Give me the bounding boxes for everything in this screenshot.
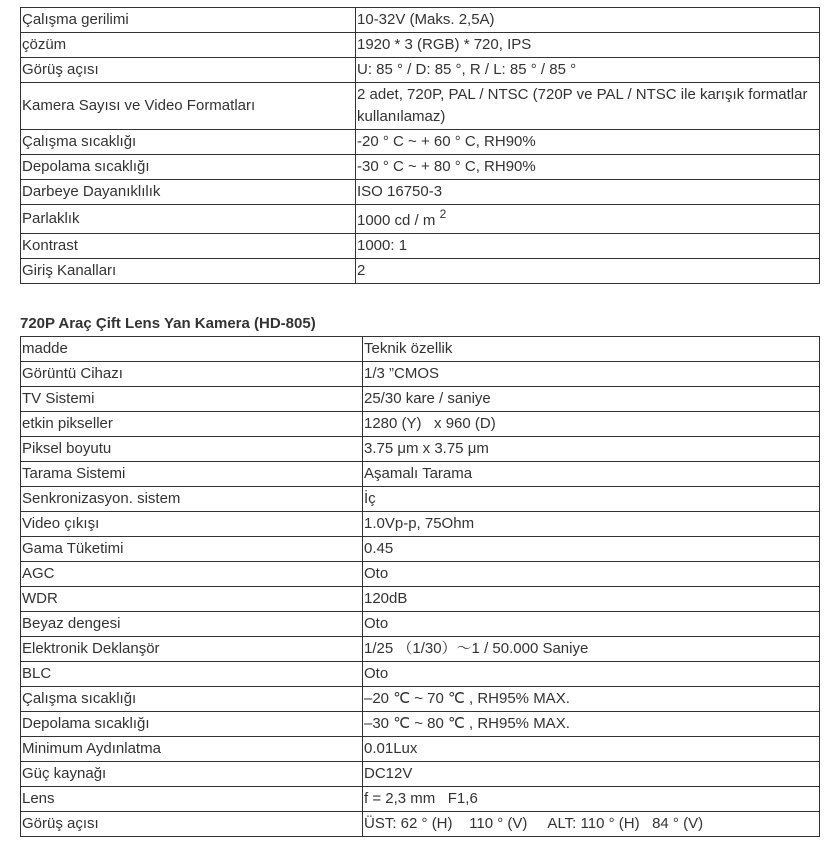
spec-table-1 xyxy=(20,7,820,284)
spec-label: Tarama Sistemi xyxy=(21,462,363,487)
spec-label: Görüş açısı xyxy=(21,812,363,837)
table-row xyxy=(21,8,820,33)
spec-value: 0.01Lux xyxy=(363,737,820,762)
spec-value: 2 xyxy=(356,259,820,284)
table-row xyxy=(21,737,820,762)
table-row xyxy=(21,180,820,205)
table-header-row xyxy=(21,337,820,362)
table-row xyxy=(21,33,820,58)
spec-label: Minimum Aydınlatma xyxy=(21,737,363,762)
table-row xyxy=(21,712,820,737)
spec-label: çözüm xyxy=(21,33,356,58)
spec-value: 3.75 μm x 3.75 μm xyxy=(363,437,820,462)
spec-label: Gama Tüketimi xyxy=(21,537,363,562)
spec-value: 1.0Vp-p, 75Ohm xyxy=(363,512,820,537)
spec-value: f = 2,3 mm F1,6 xyxy=(363,787,820,812)
spec-value: ISO 16750-3 xyxy=(356,180,820,205)
spec-value: U: 85 ° / D: 85 °, R / L: 85 ° / 85 ° xyxy=(356,58,820,83)
table-row xyxy=(21,512,820,537)
table-row xyxy=(21,58,820,83)
superscript-exponent: 2 xyxy=(439,206,447,221)
spec-label: Beyaz dengesi xyxy=(21,612,363,637)
spec-label: Güç kaynağı xyxy=(21,762,363,787)
spec-label: Çalışma gerilimi xyxy=(21,8,356,33)
spec-label: Darbeye Dayanıklılık xyxy=(21,180,356,205)
table-row xyxy=(21,83,820,130)
table-row xyxy=(21,234,820,259)
spec-label: Senkronizasyon. sistem xyxy=(21,487,363,512)
table-row xyxy=(21,587,820,612)
spec-label: BLC xyxy=(21,662,363,687)
column-header-value: Teknik özellik xyxy=(363,337,820,362)
table-row xyxy=(21,462,820,487)
spec-value: -30 ° C ~ + 80 ° C, RH90% xyxy=(356,155,820,180)
spec-value: -20 ° C ~ + 60 ° C, RH90% xyxy=(356,130,820,155)
table-row xyxy=(21,762,820,787)
table-row xyxy=(21,487,820,512)
spec-value: 1/25 （1/30）～1 / 50.000 Saniye xyxy=(363,637,820,662)
spec-value: Oto xyxy=(363,612,820,637)
table-row xyxy=(21,637,820,662)
spec-value: 1/3 ”CMOS xyxy=(363,362,820,387)
table-row xyxy=(21,205,820,234)
spec-value: ÜST: 62 ° (H) 110 ° (V) ALT: 110 ° (H) 84 ° (V) xyxy=(363,812,820,837)
spec-label: Video çıkışı xyxy=(21,512,363,537)
table-row xyxy=(21,787,820,812)
spec-label: Görüş açısı xyxy=(21,58,356,83)
spec-value: –20 ℃ ~ 70 ℃ , RH95% MAX. xyxy=(363,687,820,712)
table-row xyxy=(21,259,820,284)
spec-value: 1000: 1 xyxy=(356,234,820,259)
spec-label: TV Sistemi xyxy=(21,387,363,412)
spec-label: etkin pikseller xyxy=(21,412,363,437)
spec-value: Oto xyxy=(363,662,820,687)
table-row xyxy=(21,662,820,687)
spec-label: Depolama sıcaklığı xyxy=(21,155,356,180)
table-row xyxy=(21,537,820,562)
spec-label: Kamera Sayısı ve Video Formatları xyxy=(21,83,356,130)
spec-table-2 xyxy=(20,336,820,837)
spec-label: Parlaklık xyxy=(21,205,356,234)
spec-label: Çalışma sıcaklığı xyxy=(21,130,356,155)
table-row xyxy=(21,155,820,180)
spec-value: 1920 * 3 (RGB) * 720, IPS xyxy=(356,33,820,58)
table-row xyxy=(21,130,820,155)
spec-value: Aşamalı Tarama xyxy=(363,462,820,487)
section-title: 720P Araç Çift Lens Yan Kamera (HD-805) xyxy=(20,315,316,332)
spec-value: 1000 cd / m xyxy=(357,211,436,229)
spec-label: WDR xyxy=(21,587,363,612)
spec-value: 120dB xyxy=(363,587,820,612)
spec-value: DC12V xyxy=(363,762,820,787)
spec-label: Piksel boyutu xyxy=(21,437,363,462)
spec-label: Kontrast xyxy=(21,234,356,259)
spec-value: Oto xyxy=(363,562,820,587)
spec-value: 25/30 kare / saniye xyxy=(363,387,820,412)
spec-value-cell xyxy=(356,205,820,234)
table-row xyxy=(21,562,820,587)
table-row xyxy=(21,437,820,462)
table-row xyxy=(21,812,820,837)
table-row xyxy=(21,687,820,712)
table-row xyxy=(21,387,820,412)
spec-label: Görüntü Cihazı xyxy=(21,362,363,387)
spec-label: Çalışma sıcaklığı xyxy=(21,687,363,712)
spec-value: 2 adet, 720P, PAL / NTSC (720P ve PAL / NTSC ile karışık formatlar kullanılamaz) xyxy=(356,83,820,130)
spec-label: AGC xyxy=(21,562,363,587)
spec-value: –30 ℃ ~ 80 ℃ , RH95% MAX. xyxy=(363,712,820,737)
spec-value: 10-32V (Maks. 2,5A) xyxy=(356,8,820,33)
spec-value: 0.45 xyxy=(363,537,820,562)
spec-value: 1280 (Y) x 960 (D) xyxy=(363,412,820,437)
spec-label: Lens xyxy=(21,787,363,812)
spec-label: Elektronik Deklanşör xyxy=(21,637,363,662)
table-row xyxy=(21,362,820,387)
table-row xyxy=(21,612,820,637)
spec-label: Depolama sıcaklığı xyxy=(21,712,363,737)
column-header-label: madde xyxy=(21,337,363,362)
spec-label: Giriş Kanalları xyxy=(21,259,356,284)
table-row xyxy=(21,412,820,437)
spec-value: İç xyxy=(363,487,820,512)
